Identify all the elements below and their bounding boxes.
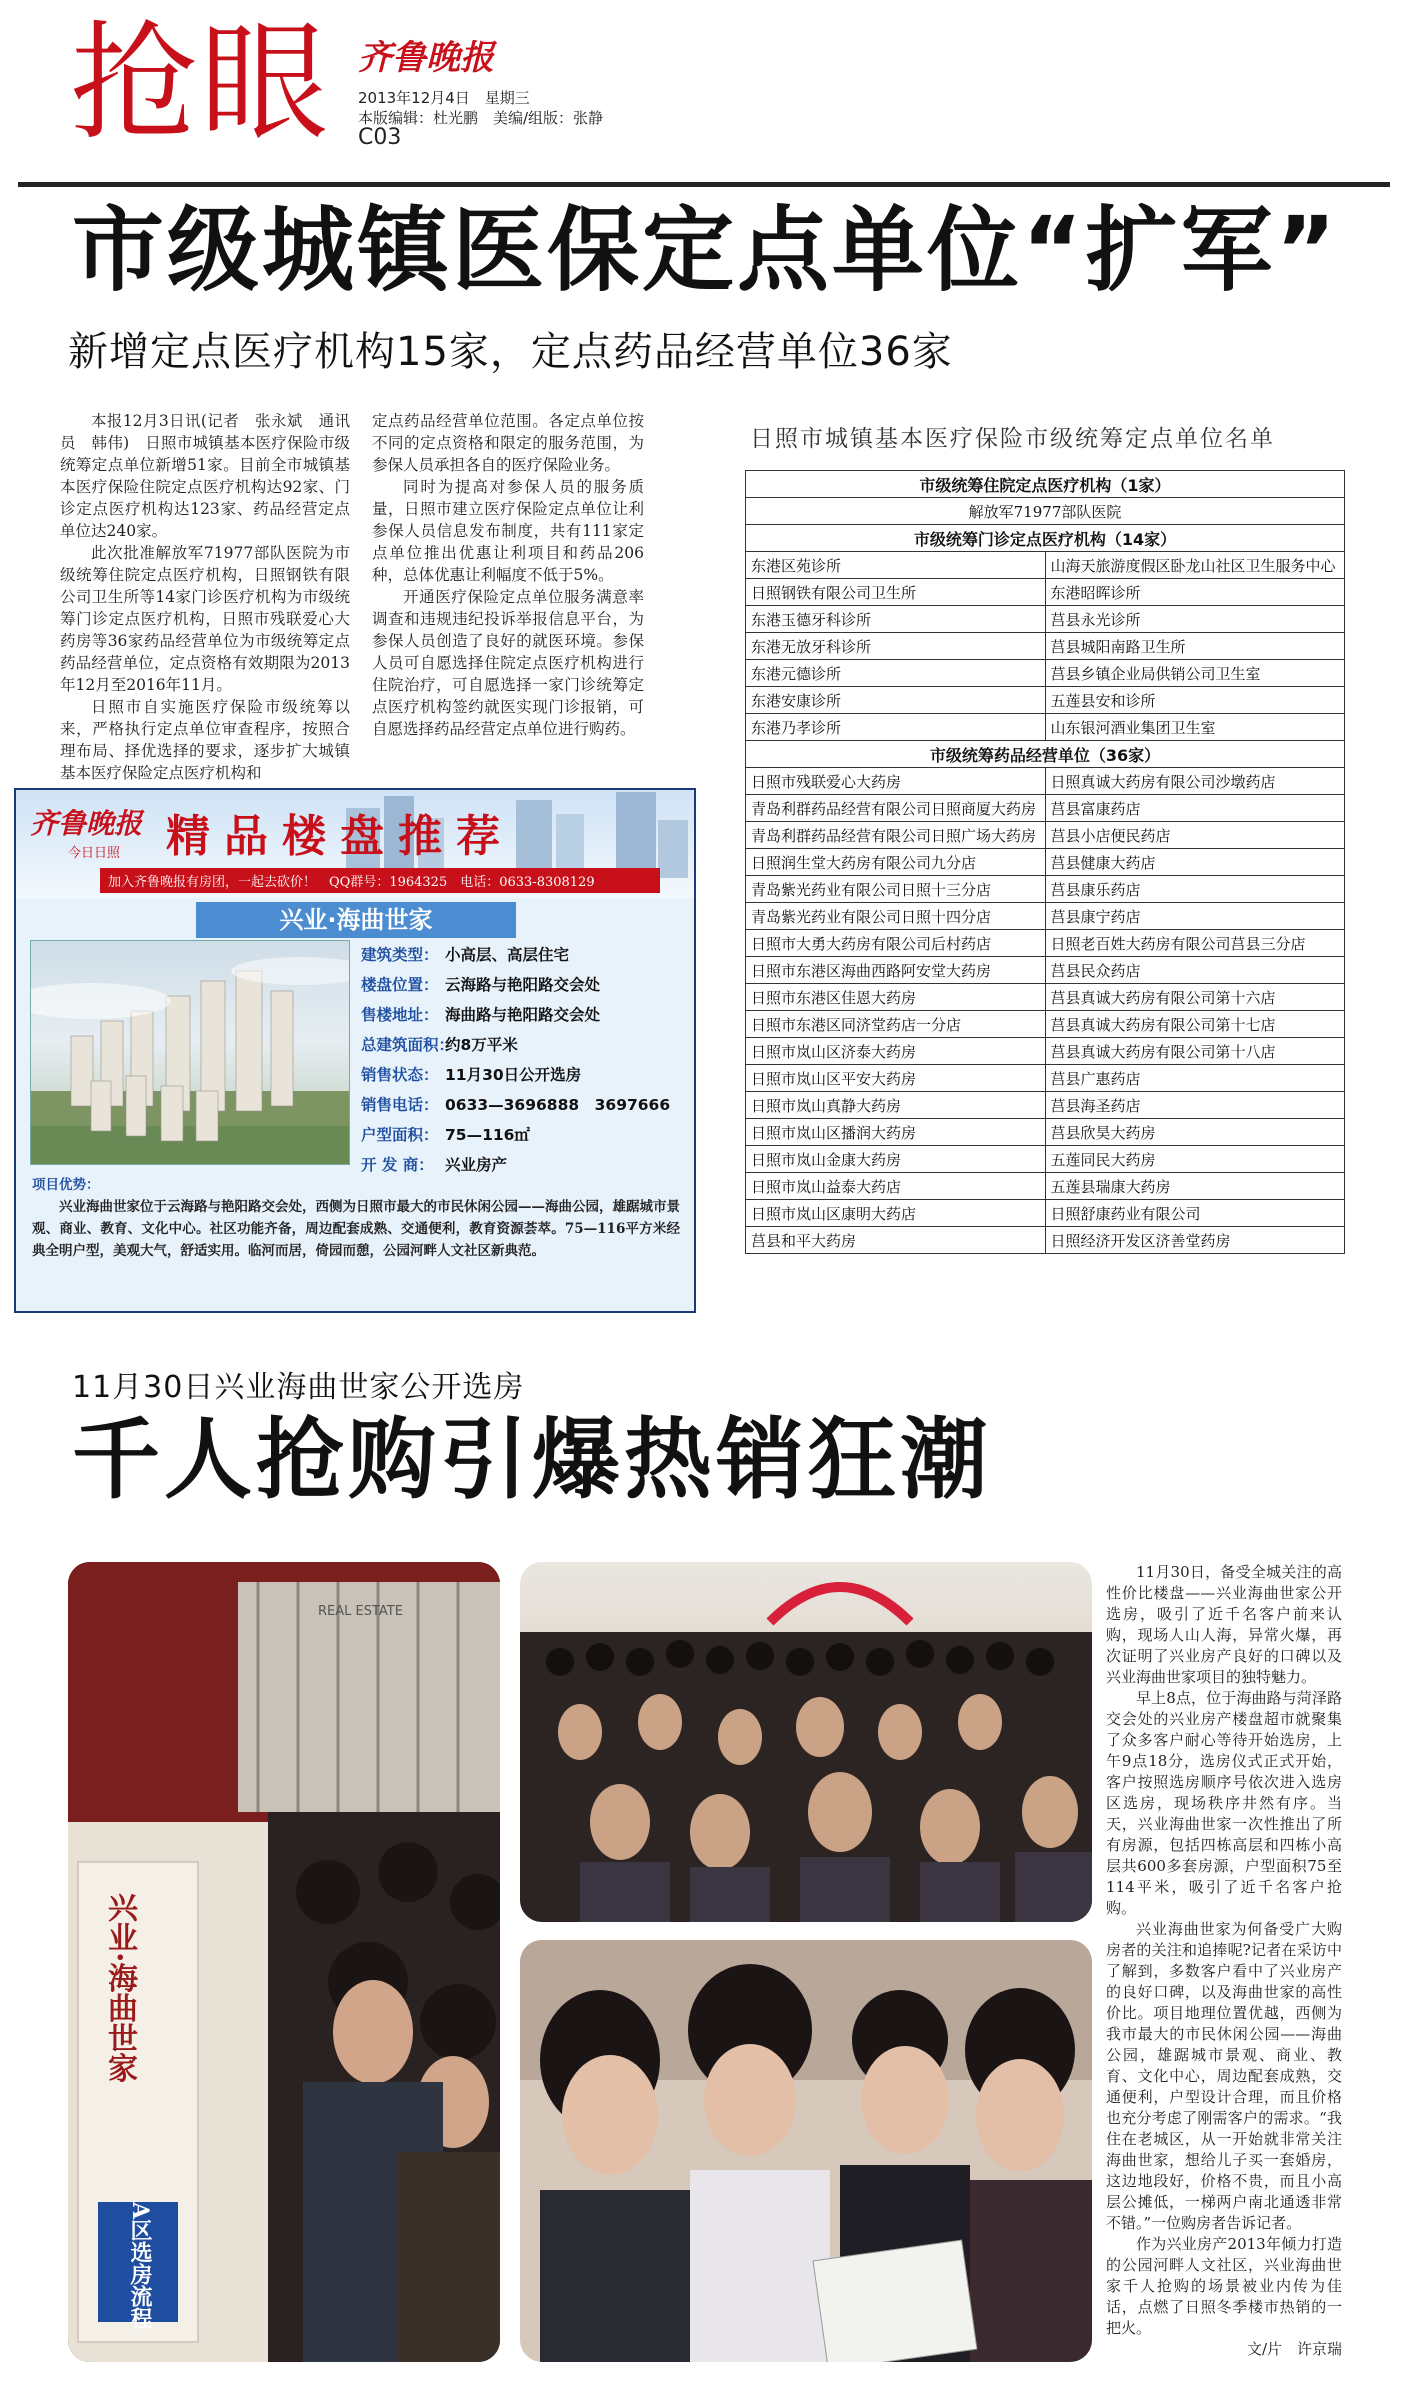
paragraph: 定点药品经营单位范围。各定点单位按不同的定点资格和限定的服务范围，为参保人员承担各自的医疗保险业务。 bbox=[372, 412, 644, 474]
table-cell: 青岛紫光药业有限公司日照十三分店 bbox=[746, 876, 1046, 903]
table-cell: 日照市东港区海曲西路阿安堂大药房 bbox=[746, 957, 1046, 984]
spec-value: 75—116㎡ bbox=[445, 1126, 530, 1144]
article1-column-1 bbox=[60, 410, 350, 784]
ad-title: 精品楼盘推荐 bbox=[166, 811, 514, 862]
table-row bbox=[746, 660, 1345, 687]
paragraph: 兴业海曲世家为何备受广大购房者的关注和追捧呢?记者在采访中了解到，多数客户看中了兴业房产的良好口碑，以及海曲世家的高性价比。项目地理位置优越，西侧为我市最大的市民休闲公园——海曲公园，雄踞城市景观、商业、教育、文化中心，周边配套成熟，交通便利，户型设计合理，而且价格也充分考虑了刚需客户的需求。“我住在老城区，从一开始就非常关注海曲世家，想给儿子买一套婚房，这边地段好，价格不贵，而且小高层公摊低，一梯两户南北通透非常不错。”一位购房者告诉记者。 bbox=[1106, 1920, 1342, 2232]
table-cell: 日照市岚山区济泰大药房 bbox=[746, 1038, 1046, 1065]
issue-date: 2013年12月4日 星期三 bbox=[358, 89, 530, 107]
paragraph: 同时为提高对参保人员的服务质量，日照市建立医疗保险定点单位让利参保人员信息发布制度，共有111家定点单位推出优惠让利项目和药品206种，总体优惠让利幅度不低于5%。 bbox=[372, 478, 644, 584]
table-row bbox=[746, 1092, 1345, 1119]
real-estate-ad bbox=[14, 788, 696, 1313]
table-cell: 东港区苑诊所 bbox=[746, 552, 1046, 579]
table-cell: 莒县康宁药店 bbox=[1045, 903, 1345, 930]
subhead-1: 新增定点医疗机构15家，定点药品经营单位36家 bbox=[68, 329, 953, 375]
table-cell: 东港昭晖诊所 bbox=[1045, 579, 1345, 606]
advantages-text: 兴业海曲世家位于云海路与艳阳路交会处，西侧为日照市最大的市民休闲公园——海曲公园，雄踞城市景观、商业、教育、文化中心。社区功能齐备，周边配套成熟、交通便利，教育资源荟萃。75—116平方米经典全明户型，美观大气，舒适实用。临河而居，倚园而憩，公园河畔人文社区新典范。 bbox=[32, 1199, 680, 1259]
spec-label: 总建筑面积： bbox=[361, 1036, 455, 1054]
table-section-header: 市级统筹药品经营单位（36家） bbox=[746, 741, 1345, 768]
list-title: 日照市城镇基本医疗保险市级统筹定点单位名单 bbox=[750, 426, 1275, 452]
table-cell: 莒县真诚大药房有限公司第十七店 bbox=[1045, 1011, 1345, 1038]
table-cell: 莒县城阳南路卫生所 bbox=[1045, 633, 1345, 660]
table-row bbox=[746, 1119, 1345, 1146]
table-cell: 东港无放牙科诊所 bbox=[746, 633, 1046, 660]
spec-value: 约8万平米 bbox=[445, 1036, 518, 1054]
table-row bbox=[746, 1011, 1345, 1038]
photo-store-text: REAL ESTATE bbox=[318, 1604, 403, 1619]
article2-column bbox=[1106, 1562, 1342, 2360]
ad-advantages bbox=[32, 1174, 680, 1262]
table-row: 解放军71977部队医院 bbox=[746, 498, 1345, 525]
table-cell: 五莲县瑞康大药房 bbox=[1045, 1173, 1345, 1200]
table-row bbox=[746, 795, 1345, 822]
table-row bbox=[746, 714, 1345, 741]
spec-label: 销售状态： bbox=[361, 1066, 439, 1084]
spec-row bbox=[361, 1090, 691, 1120]
table-cell: 莒县康乐药店 bbox=[1045, 876, 1345, 903]
paragraph: 此次批准解放军71977部队医院为市级统筹住院定点医疗机构，日照钢铁有限公司卫生所等14家门诊医疗机构为市级统筹门诊定点医疗机构，日照市残联爱心大药房等36家药品经营单位为市级统筹定点药品经营单位，定点资格有效期限为2013年12月至2016年11月。 bbox=[60, 544, 350, 694]
page-number: C03 bbox=[358, 125, 402, 150]
table-cell: 日照经济开发区济善堂药房 bbox=[1045, 1227, 1345, 1254]
table-cell: 日照市大勇大药房有限公司后村药店 bbox=[746, 930, 1046, 957]
table-cell: 东港玉德牙科诊所 bbox=[746, 606, 1046, 633]
paragraph: 日照市自实施医疗保险市级统筹以来，严格执行定点单位审查程序，按照合理布局、择优选择的要求，逐步扩大城镇基本医疗保险定点医疗机构和 bbox=[60, 698, 350, 782]
spec-value: 兴业房产 bbox=[445, 1156, 508, 1174]
advantages-label: 项目优势： bbox=[32, 1177, 100, 1193]
table-row bbox=[746, 903, 1345, 930]
table-cell: 莒县真诚大药房有限公司第十六店 bbox=[1045, 984, 1345, 1011]
paragraph: 本报12月3日讯(记者 张永斌 通讯员 韩伟) 日照市城镇基本医疗保险市级统筹定点单位新增51家。目前全市城镇基本医疗保险住院定点医疗机构达92家、门诊定点医疗机构达123家、药品经营定点单位达240家。 bbox=[60, 412, 350, 540]
table-row bbox=[746, 1146, 1345, 1173]
table-row bbox=[746, 687, 1345, 714]
table-cell: 青岛利群药品经营有限公司日照广场大药房 bbox=[746, 822, 1046, 849]
table-row bbox=[746, 930, 1345, 957]
editor-credits: 本版编辑：杜光鹏 美编/组版：张静 bbox=[358, 109, 604, 127]
ad-specs bbox=[361, 940, 691, 1180]
table-row bbox=[746, 876, 1345, 903]
building-rendering bbox=[30, 940, 350, 1165]
table-row bbox=[746, 1038, 1345, 1065]
table-cell: 东港元德诊所 bbox=[746, 660, 1046, 687]
byline: 文/片 许京瑞 bbox=[1246, 2340, 1342, 2358]
spec-value: 海曲路与艳阳路交会处 bbox=[445, 1006, 601, 1024]
table-cell: 莒县富康药店 bbox=[1045, 795, 1345, 822]
spec-value: 小高层、高层住宅 bbox=[445, 946, 570, 964]
table-cell: 日照老百姓大药房有限公司莒县三分店 bbox=[1045, 930, 1345, 957]
ad-contact-bar: 加入齐鲁晚报有房团，一起去砍价！ QQ群号：1964325 电话：0633-8308129 bbox=[100, 868, 660, 893]
table-row bbox=[746, 1065, 1345, 1092]
table-cell: 日照钢铁有限公司卫生所 bbox=[746, 579, 1046, 606]
table-cell: 日照市岚山金康大药房 bbox=[746, 1146, 1046, 1173]
table-cell: 日照市岚山区平安大药房 bbox=[746, 1065, 1046, 1092]
table-cell: 莒县健康大药店 bbox=[1045, 849, 1345, 876]
spec-value: 0633—3696888 3697666 bbox=[445, 1096, 671, 1114]
table-section-header: 市级统筹门诊定点医疗机构（14家） bbox=[746, 525, 1345, 552]
spec-label: 建筑类型： bbox=[361, 946, 439, 964]
table-cell: 莒县永光诊所 bbox=[1045, 606, 1345, 633]
rendering-graphic bbox=[31, 941, 350, 1165]
spec-label: 售楼地址： bbox=[361, 1006, 439, 1024]
ad-banner bbox=[16, 790, 694, 898]
spec-row bbox=[361, 1120, 691, 1150]
table-row bbox=[746, 957, 1345, 984]
designated-units-table bbox=[745, 470, 1345, 1254]
spec-row bbox=[361, 1060, 691, 1090]
kicker-2: 11月30日兴业海曲世家公开选房 bbox=[72, 1370, 525, 1405]
table-row bbox=[746, 822, 1345, 849]
newspaper-logo: 齐鲁晚报 bbox=[358, 38, 494, 78]
spec-row bbox=[361, 940, 691, 970]
table-cell: 东港安康诊所 bbox=[746, 687, 1046, 714]
table-cell: 日照市岚山区播润大药房 bbox=[746, 1119, 1046, 1146]
table-cell: 日照市东港区佳恩大药房 bbox=[746, 984, 1046, 1011]
headline-2: 千人抢购引爆热销狂潮 bbox=[72, 1408, 993, 1511]
table-cell: 日照市东港区同济堂药店一分店 bbox=[746, 1011, 1046, 1038]
table-row bbox=[746, 633, 1345, 660]
table-cell: 莒县乡镇企业局供销公司卫生室 bbox=[1045, 660, 1345, 687]
table-cell: 日照市岚山真静大药房 bbox=[746, 1092, 1046, 1119]
paragraph: 早上8点，位于海曲路与菏泽路交会处的兴业房产楼盘超市就聚集了众多客户耐心等待开始选房，上午9点18分，选房仪式正式开始，客户按照选房顺序号依次进入选房区选房，现场秩序井然有序。当天，兴业海曲世家一次性推出了所有房源，包括四栋高层和四栋小高层共600多套房源，户型面积75至114平米，吸引了近千名客户抢购。 bbox=[1106, 1689, 1342, 1917]
table-cell: 日照市岚山益泰大药店 bbox=[746, 1173, 1046, 1200]
headline-1: 市级城镇医保定点单位“扩军” bbox=[72, 197, 1339, 304]
table-cell: 青岛紫光药业有限公司日照十四分店 bbox=[746, 903, 1046, 930]
table-cell: 莒县和平大药房 bbox=[746, 1227, 1046, 1254]
photo-buyers-closeup bbox=[520, 1940, 1092, 2362]
table-cell: 莒县海圣药店 bbox=[1045, 1092, 1345, 1119]
table-cell: 莒县小店便民药店 bbox=[1045, 822, 1345, 849]
ad-logo-sub: 今日日照 bbox=[68, 846, 121, 861]
table-row bbox=[746, 552, 1345, 579]
paragraph: 11月30日，备受全城关注的高性价比楼盘——兴业海曲世家公开选房，吸引了近千名客户前来认购，现场人山人海，异常火爆，再次证明了兴业房产良好的口碑以及兴业海曲世家项目的独特魅力。 bbox=[1106, 1563, 1342, 1686]
article1-column-2 bbox=[372, 410, 644, 740]
table-cell: 山东银河酒业集团卫生室 bbox=[1045, 714, 1345, 741]
ad-project-name: 兴业·海曲世家 bbox=[196, 902, 516, 938]
table-cell: 五莲县安和诊所 bbox=[1045, 687, 1345, 714]
photo-showroom-crowd bbox=[68, 1562, 500, 2362]
table-row bbox=[746, 579, 1345, 606]
spec-label: 楼盘位置： bbox=[361, 976, 439, 994]
spec-label: 户型面积： bbox=[361, 1126, 439, 1144]
table-cell: 五莲同民大药房 bbox=[1045, 1146, 1345, 1173]
photo-crowd-entrance bbox=[520, 1562, 1092, 1922]
spec-row bbox=[361, 970, 691, 1000]
table-row bbox=[746, 768, 1345, 795]
paragraph: 作为兴业房产2013年倾力打造的公园河畔人文社区，兴业海曲世家千人抢购的场景被业内传为佳话，点燃了日照冬季楼市热销的一把火。 bbox=[1106, 2235, 1342, 2337]
table-cell: 山海天旅游度假区卧龙山社区卫生服务中心 bbox=[1045, 552, 1345, 579]
table-cell: 莒县欣昊大药房 bbox=[1045, 1119, 1345, 1146]
table-row bbox=[746, 849, 1345, 876]
table-cell: 日照市残联爱心大药房 bbox=[746, 768, 1046, 795]
table-cell: 莒县真诚大药房有限公司第十八店 bbox=[1045, 1038, 1345, 1065]
spec-label: 销售电话： bbox=[361, 1096, 439, 1114]
table-row bbox=[746, 1227, 1345, 1254]
paragraph: 开通医疗保险定点单位服务满意率调查和违规违纪投诉举报信息平台，为参保人员创造了良好的就医环境。参保人员可自愿选择住院定点医疗机构进行住院治疗，可自愿选择一家门诊统筹定点医疗机构签约就医实现门诊报销，可自愿选择药品经营定点单位进行购药。 bbox=[372, 588, 644, 738]
ad-logo: 齐鲁晚报 bbox=[30, 807, 143, 840]
table-row bbox=[746, 1173, 1345, 1200]
page-meta bbox=[358, 88, 603, 148]
spec-row bbox=[361, 1030, 691, 1060]
table-cell: 莒县民众药店 bbox=[1045, 957, 1345, 984]
table-cell: 日照真诚大药房有限公司沙墩药店 bbox=[1045, 768, 1345, 795]
table-row bbox=[746, 984, 1345, 1011]
section-title: 抢眼 bbox=[70, 9, 331, 158]
spec-row bbox=[361, 1000, 691, 1030]
spec-value: 11月30日公开选房 bbox=[445, 1066, 582, 1084]
table-cell: 日照润生堂大药房有限公司九分店 bbox=[746, 849, 1046, 876]
table-cell: 日照舒康药业有限公司 bbox=[1045, 1200, 1345, 1227]
header-divider bbox=[18, 182, 1390, 187]
photo-banner-text: 兴业·海曲世家 bbox=[102, 1892, 137, 2083]
table-cell: 日照市岚山区康明大药店 bbox=[746, 1200, 1046, 1227]
table-row bbox=[746, 1200, 1345, 1227]
table-cell: 青岛利群药品经营有限公司日照商厦大药房 bbox=[746, 795, 1046, 822]
spec-value: 云海路与艳阳路交会处 bbox=[445, 976, 601, 994]
table-row bbox=[746, 606, 1345, 633]
table-section-header: 市级统筹住院定点医疗机构（1家） bbox=[746, 471, 1345, 498]
photo-sign-text: A区选房流程 bbox=[127, 2202, 153, 2330]
table-cell: 莒县广惠药店 bbox=[1045, 1065, 1345, 1092]
spec-label: 开 发 商： bbox=[361, 1156, 434, 1174]
table-cell: 东港乃孝诊所 bbox=[746, 714, 1046, 741]
